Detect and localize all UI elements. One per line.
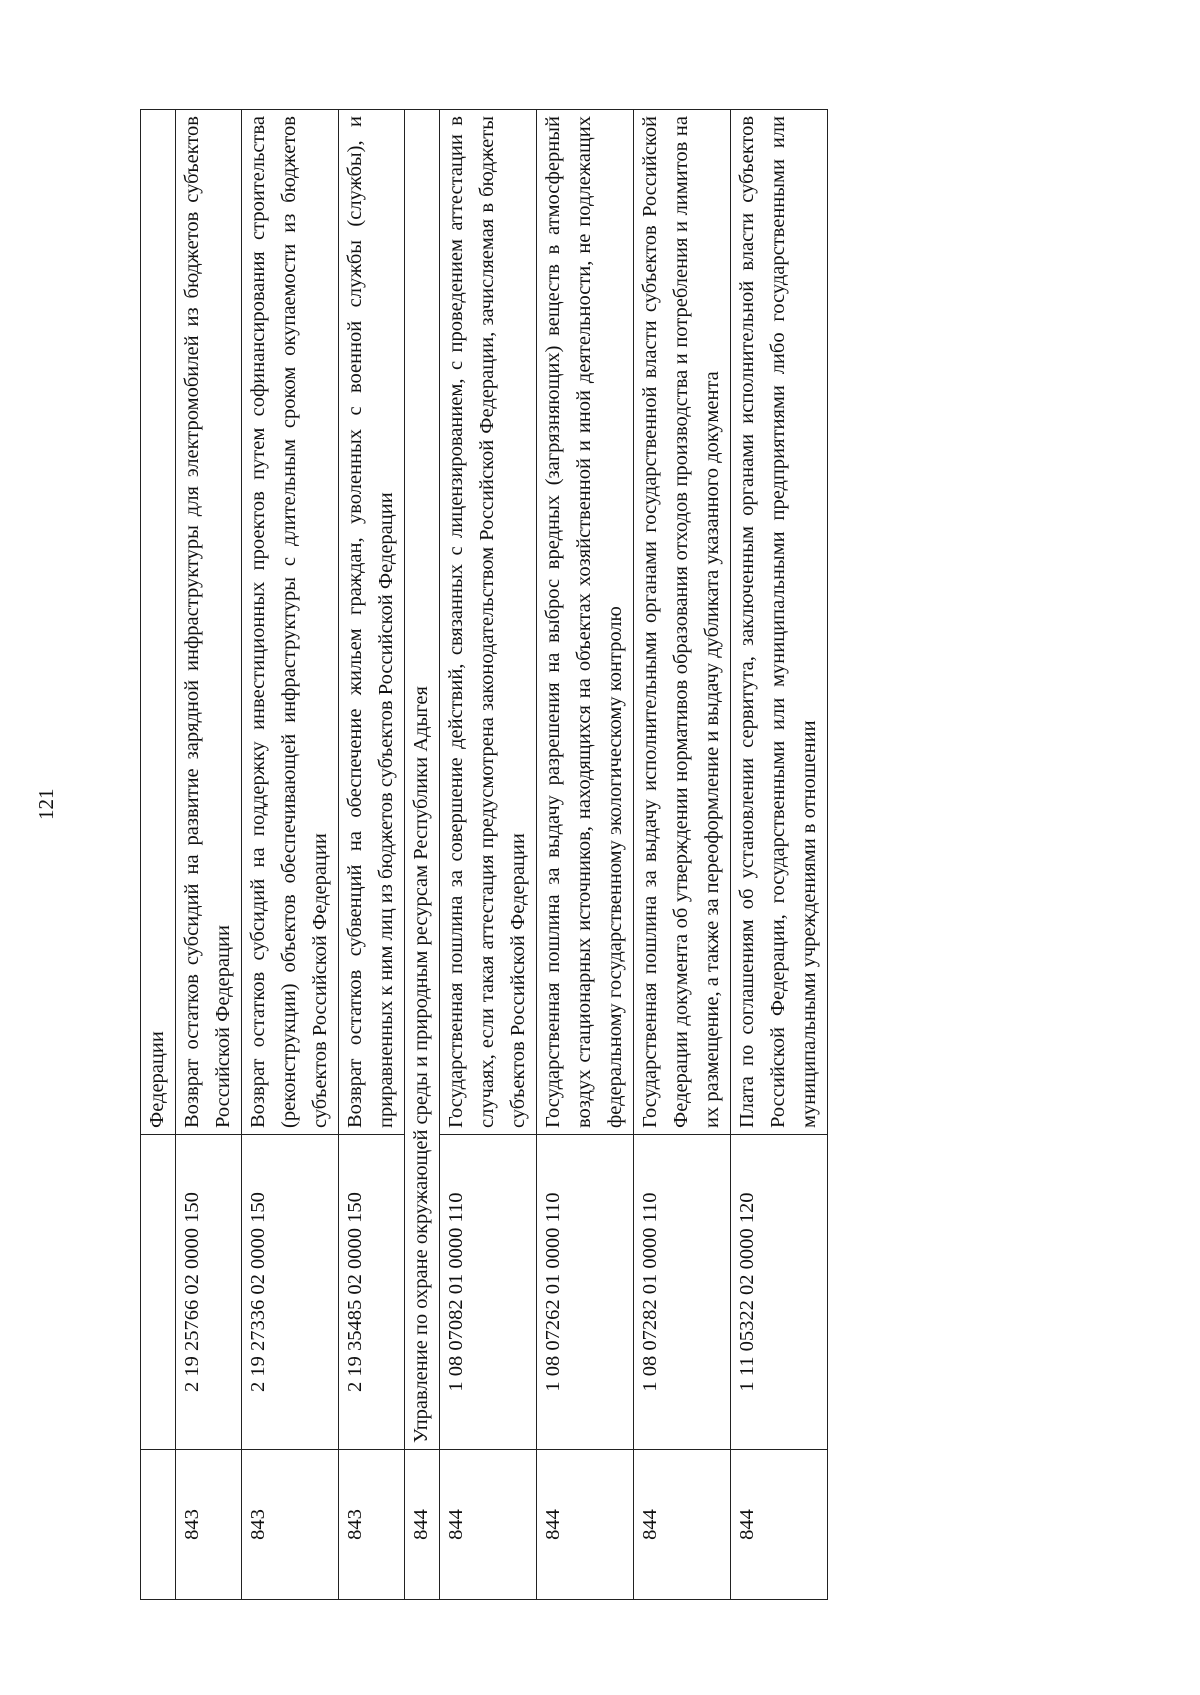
admin-code-cell: 844 — [731, 1450, 828, 1600]
admin-code-cell: 844 — [440, 1450, 537, 1600]
table-row — [339, 110, 405, 1600]
admin-code-cell: 844 — [405, 1450, 440, 1600]
table-row — [440, 110, 537, 1600]
description-cell: Государственная пошлина за совершение действий, связанных с лицензированием, с проведением аттестации в случаях, если такая аттестация предусмотрена законодательством Российской Федерации, зачисляемая в бюджеты субъектов Российской Федерации — [440, 110, 537, 1135]
admin-code-cell: 843 — [242, 1450, 339, 1600]
table-row — [634, 110, 731, 1600]
admin-code-cell — [141, 1450, 176, 1600]
description-cell: Федерации — [141, 110, 176, 1135]
admin-code-cell: 844 — [537, 1450, 634, 1600]
section-title-cell: Управление по охране окружающей среды и природным ресурсам Республики Адыгея — [405, 110, 440, 1450]
description-cell: Плата по соглашениям об установлении сервитута, заключенным органами исполнительной власти субъектов Российской Федерации, государственными или муниципальными предприятиями либо государственными или муниципальными учреждениями в отношении — [731, 110, 828, 1135]
budget-code-cell: 1 08 07262 01 0000 110 — [537, 1135, 634, 1450]
table-row — [731, 110, 828, 1600]
budget-code-cell: 1 11 05322 02 0000 120 — [731, 1135, 828, 1450]
description-cell: Возврат остатков субвенций на обеспечение жильем граждан, уволенных с военной службы (службы), и приравненных к ним лиц из бюджетов субъектов Российской Федерации — [339, 110, 405, 1135]
budget-code-cell: 2 19 35485 02 0000 150 — [339, 1135, 405, 1450]
table-body — [141, 110, 828, 1600]
description-cell: Возврат остатков субсидий на развитие зарядной инфраструктуры для электромобилей из бюджетов субъектов Российской Федерации — [176, 110, 242, 1135]
table-row — [176, 110, 242, 1600]
table-row — [141, 110, 176, 1600]
description-cell: Государственная пошлина за выдачу разрешения на выброс вредных (загрязняющих) веществ в атмосферный воздух стационарных источников, находящихся на объектах хозяйственной и иной деятельности, не подлежащих федеральному государственному экологическому контролю — [537, 110, 634, 1135]
budget-code-cell: 1 08 07082 01 0000 110 — [440, 1135, 537, 1450]
budget-code-cell — [141, 1135, 176, 1450]
admin-code-cell: 843 — [339, 1450, 405, 1600]
budget-code-cell: 1 08 07282 01 0000 110 — [634, 1135, 731, 1450]
budget-code-cell: 2 19 25766 02 0000 150 — [176, 1135, 242, 1450]
revenue-codes-table — [140, 109, 828, 1600]
description-cell: Возврат остатков субсидий на поддержку инвестиционных проектов путем софинансирования строительства (реконструкции) объектов обеспечивающей инфраструктуры с длительным сроком окупаемости из бюджетов субъектов Российской Федерации — [242, 110, 339, 1135]
rotated-table-wrapper — [140, 110, 828, 1600]
admin-code-cell: 843 — [176, 1450, 242, 1600]
admin-code-cell: 844 — [634, 1450, 731, 1600]
description-cell: Государственная пошлина за выдачу исполнительными органами государственной власти субъектов Российской Федерации документа об утверждении нормативов образования отходов производства и потребления и лимитов на их размещение, а также за переоформление и выдачу дубликата указанного документа — [634, 110, 731, 1135]
table-row — [242, 110, 339, 1600]
table-row — [537, 110, 634, 1600]
section-row — [405, 110, 440, 1600]
budget-code-cell: 2 19 27336 02 0000 150 — [242, 1135, 339, 1450]
page-number: 121 — [34, 788, 58, 820]
